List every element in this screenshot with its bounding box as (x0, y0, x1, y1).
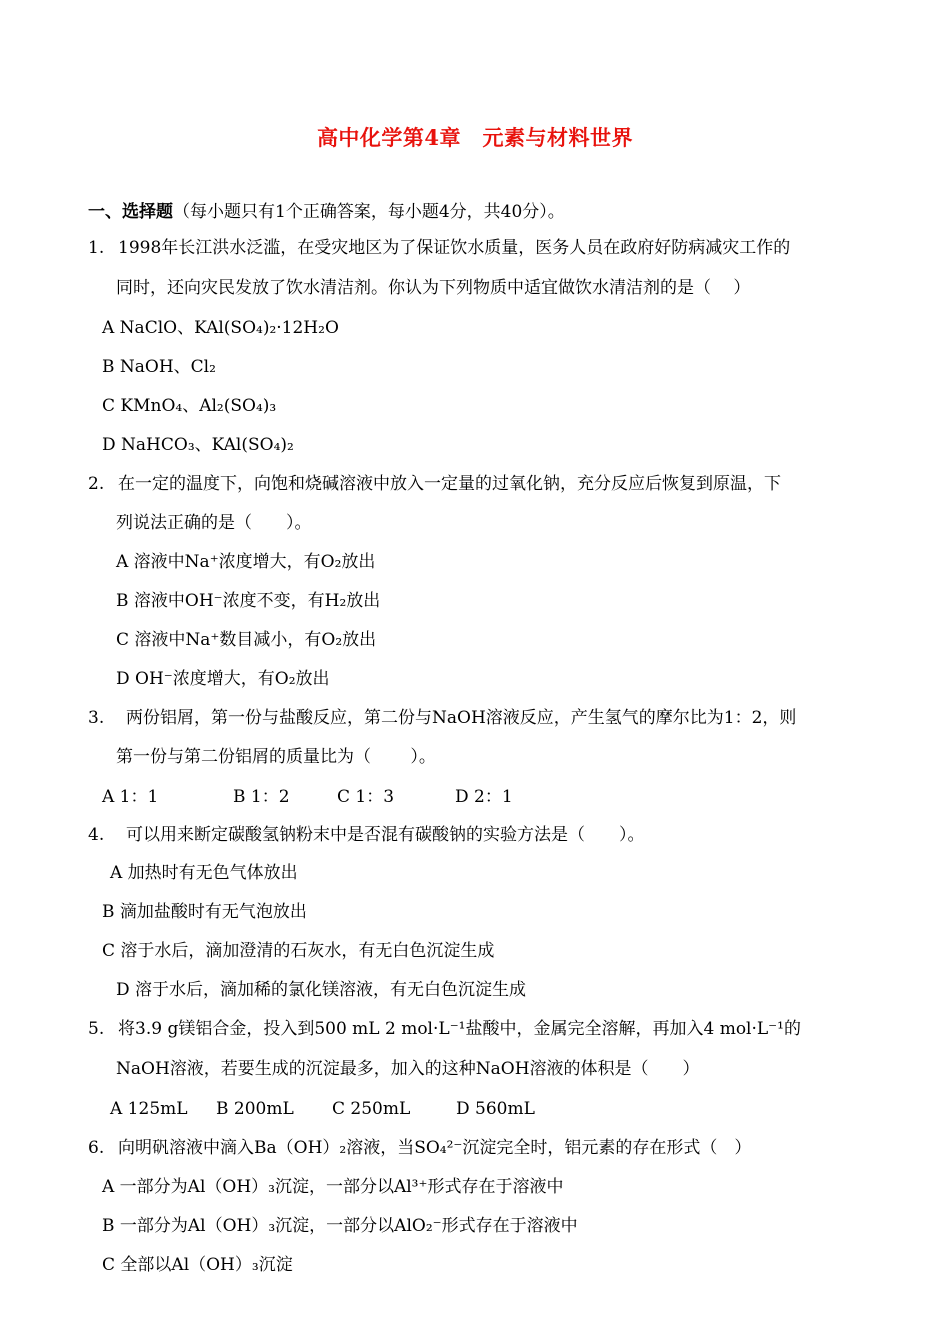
question-text: 两份铝屑，第一份与盐酸反应，第二份与NaOH溶液反应，产生氢气的摩尔比为1：2，则 (126, 708, 797, 728)
q4-option-b: B 滴加盐酸时有无气泡放出 (102, 902, 307, 922)
q1-option-b: B NaOH、Cl₂ (102, 357, 216, 377)
q3-option-a: A 1：1 (102, 787, 159, 807)
question-3 (88, 706, 796, 730)
question-number: 5. (88, 1019, 105, 1039)
q1-option-a: A NaClO、KAl(SO₄)₂·12H₂O (102, 318, 339, 338)
q4-option-a: A 加热时有无色气体放出 (110, 863, 298, 883)
q2-option-d: D OH⁻浓度增大，有O₂放出 (116, 669, 330, 689)
question-text: 在一定的温度下，向饱和烧碱溶液中放入一定量的过氧化钠，充分反应后恢复到原温，下 (118, 474, 781, 494)
q5-option-d: D 560mL (456, 1099, 535, 1119)
section-note: （每小题只有1个正确答案，每小题4分，共40分）。 (173, 202, 565, 222)
question-text: 可以用来断定碳酸氢钠粉末中是否混有碳酸钠的实验方法是（ ）。 (126, 825, 645, 845)
question-text: 向明矾溶液中滴入Ba（OH）₂溶液，当SO₄²⁻沉淀完全时，铝元素的存在形式（ ） (118, 1138, 752, 1158)
question-2 (88, 472, 781, 496)
section-header (88, 200, 565, 224)
q2-option-b: B 溶液中OH⁻浓度不变，有H₂放出 (116, 591, 381, 611)
question-4 (88, 823, 645, 847)
q1-option-d: D NaHCO₃、KAl(SO₄)₂ (102, 435, 294, 455)
question-3-continued: 第一份与第二份铝屑的质量比为（ ）。 (116, 747, 436, 767)
question-5 (88, 1017, 801, 1041)
question-2-continued: 列说法正确的是（ ）。 (116, 513, 312, 533)
question-number: 4. (88, 825, 105, 845)
q3-option-b: B 1：2 (233, 787, 290, 807)
question-text: 将3.9 g镁铝合金，投入到500 mL 2 mol·L⁻¹盐酸中，金属完全溶解，再加入4 mol·L⁻¹的 (118, 1019, 801, 1039)
q5-option-c: C 250mL (332, 1099, 411, 1119)
question-number: 6. (88, 1138, 105, 1158)
question-5-continued: NaOH溶液，若要生成的沉淀最多，加入的这种NaOH溶液的体积是（ ） (116, 1059, 700, 1079)
question-number: 1. (88, 238, 105, 258)
question-1-continued: 同时，还向灾民发放了饮水清洁剂。你认为下列物质中适宜做饮水清洁剂的是（ ） (116, 278, 751, 298)
q4-option-d: D 溶于水后，滴加稀的氯化镁溶液，有无白色沉淀生成 (116, 980, 527, 1000)
q6-option-b: B 一部分为Al（OH）₃沉淀，一部分以AlO₂⁻形式存在于溶液中 (102, 1216, 578, 1236)
question-number: 3. (88, 708, 105, 728)
q4-option-c: C 溶于水后，滴加澄清的石灰水，有无白色沉淀生成 (102, 941, 495, 961)
question-6 (88, 1136, 751, 1160)
section-heading: 一、选择题 (88, 202, 173, 222)
q6-option-c: C 全部以Al（OH）₃沉淀 (102, 1255, 293, 1275)
q2-option-a: A 溶液中Na⁺浓度增大，有O₂放出 (116, 552, 376, 572)
question-number: 2. (88, 474, 105, 494)
q1-option-c: C KMnO₄、Al₂(SO₄)₃ (102, 396, 277, 416)
question-text: 1998年长江洪水泛滥，在受灾地区为了保证饮水质量，医务人员在政府好防病减灾工作的 (118, 238, 791, 258)
q2-option-c: C 溶液中Na⁺数目减小，有O₂放出 (116, 630, 377, 650)
q5-option-b: B 200mL (216, 1099, 294, 1119)
document-title: 高中化学第4章 元素与材料世界 (316, 125, 634, 150)
q3-option-d: D 2：1 (455, 787, 513, 807)
q6-option-a: A 一部分为Al（OH）₃沉淀，一部分以Al³⁺形式存在于溶液中 (102, 1177, 564, 1197)
q3-option-c: C 1：3 (337, 787, 395, 807)
question-1 (88, 236, 790, 260)
q5-option-a: A 125mL (110, 1099, 188, 1119)
